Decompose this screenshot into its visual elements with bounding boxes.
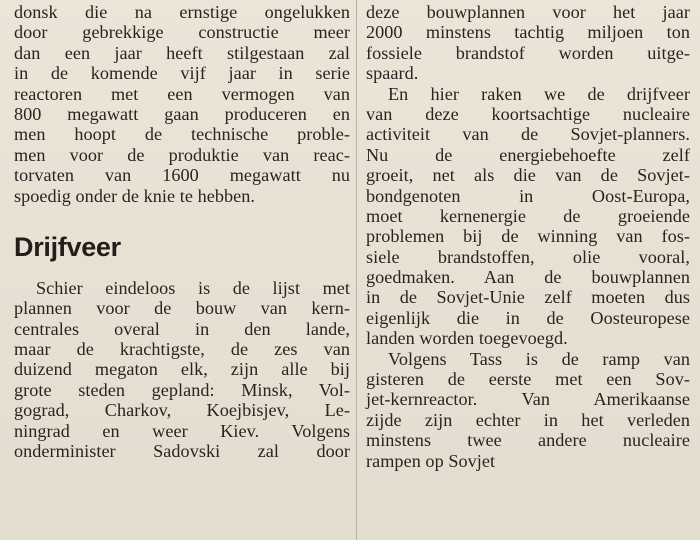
text-line: 800 megawatt gaan produceren en: [14, 103, 350, 124]
text-line: in de Sovjet-Unie zelf moeten dus: [366, 287, 690, 308]
text-line: Volgens Tass is de ramp van: [388, 348, 690, 369]
text-line: duizend megaton elk, zijn alle bij: [14, 359, 350, 380]
text-line: siele brandstoffen, olie vooral,: [366, 246, 690, 267]
text-line: eigenlijk die in de Oosteuropese: [366, 307, 690, 328]
column-divider: [356, 0, 357, 540]
text-line: 2000 minstens tachtig miljoen ton: [366, 22, 690, 43]
text-line: En hier raken we de drijfveer: [388, 83, 690, 104]
text-line: ningrad en weer Kiev. Volgens: [14, 420, 350, 441]
text-line: jet-kernreactor. Van Amerikaanse: [366, 389, 690, 410]
text-line: van deze koortsachtige nucleaire: [366, 103, 690, 124]
text-line: groeit, net als die van de Sovjet-: [366, 165, 690, 186]
text-line: problemen bij de winning van fos-: [366, 226, 690, 247]
section-heading: Drijfveer: [14, 231, 121, 262]
text-line: gisteren de eerste met een Sov-: [366, 369, 690, 390]
text-line: rampen op Sovjet: [366, 450, 496, 471]
text-line: activiteit van de Sovjet-planners.: [366, 124, 690, 145]
text-line: deze bouwplannen voor het jaar: [366, 2, 690, 22]
text-line: Schier eindeloos is de lijst met: [36, 277, 350, 298]
text-line: reactoren met een vermogen van: [14, 83, 350, 104]
text-line: minstens twee andere nucleaire: [366, 430, 690, 451]
text-line: dan een jaar heeft stilgestaan zal: [14, 42, 350, 63]
text-line: fossiele brandstof worden uitge-: [366, 42, 690, 63]
text-line: centrales overal in den lande,: [14, 318, 350, 339]
text-line: door gebrekkige constructie meer: [14, 22, 350, 43]
text-line: plannen voor de bouw van kern-: [14, 298, 350, 319]
text-line: men hoopt de technische proble-: [14, 124, 350, 145]
text-line: spoedig onder de knie te hebben.: [14, 185, 255, 206]
text-line: zijde zijn echter in het verleden: [366, 409, 690, 430]
text-line: men voor de produktie van reac-: [14, 144, 350, 165]
text-line: bondgenoten in Oost-Europa,: [366, 185, 690, 206]
text-line: Nu de energiebehoefte zelf: [366, 144, 690, 165]
text-line: goedmaken. Aan de bouwplannen: [366, 267, 690, 288]
text-line: landen worden toegevoegd.: [366, 328, 568, 349]
text-line: maar de krachtigste, de zes van: [14, 339, 350, 360]
text-line: spaard.: [366, 63, 419, 84]
text-line: onderminister Sadovski zal door: [14, 441, 350, 462]
text-line: donsk die na ernstige ongelukken: [14, 2, 350, 22]
text-line: torvaten van 1600 megawatt nu: [14, 165, 350, 186]
text-line: gograd, Charkov, Koejbisjev, Le-: [14, 400, 350, 421]
right-column: [366, 2, 690, 471]
text-line: in de komende vijf jaar in serie: [14, 63, 350, 84]
text-line: moet kernenergie de groeiende: [366, 205, 690, 226]
left-column: [14, 2, 350, 461]
text-line: grote steden gepland: Minsk, Vol-: [14, 379, 350, 400]
